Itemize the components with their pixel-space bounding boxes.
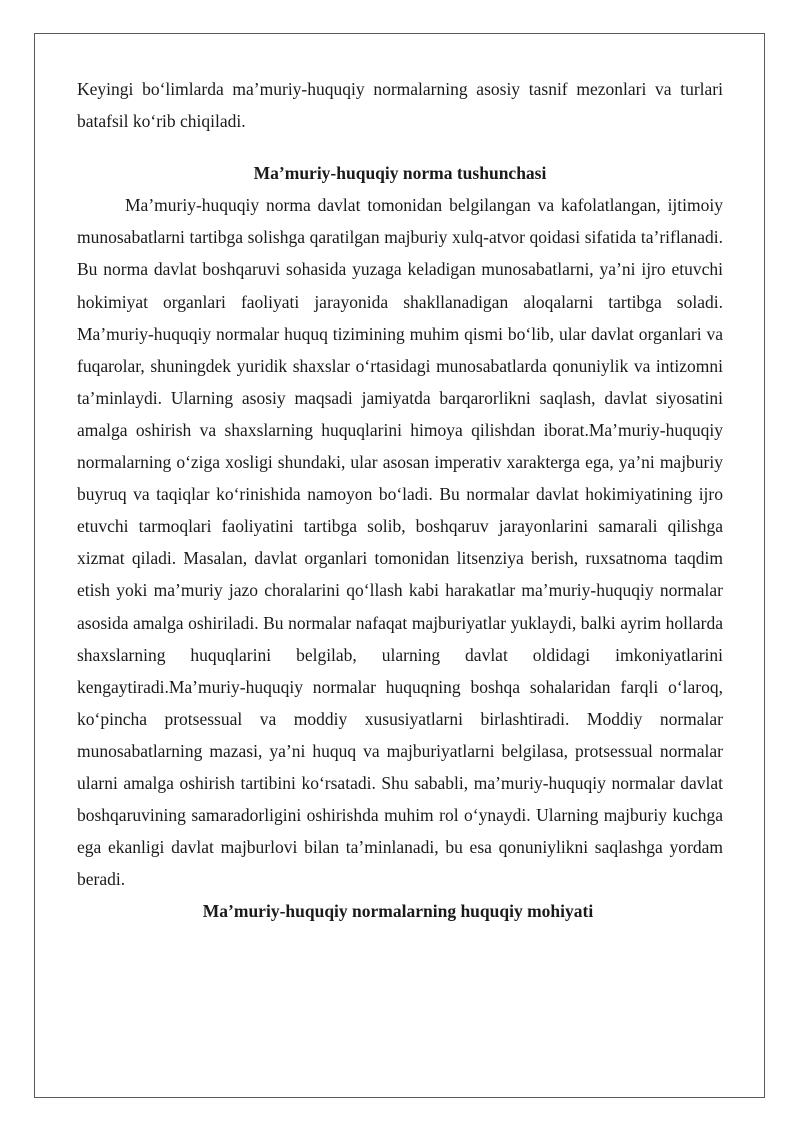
section-heading-concept: Ma’muriy-huquqiy norma tushunchasi — [253, 163, 547, 184]
section-heading-legal-essence: Ma’muriy-huquqiy normalarning huquqiy mohiyati — [202, 901, 594, 922]
intro-paragraph: Keyingi bo‘limlarda ma’muriy-huquqiy normalarning asosiy tasnif mezonlari va turlari batafsil ko‘rib chiqiladi. — [77, 79, 723, 132]
body-paragraph: Ma’muriy-huquqiy norma davlat tomonidan belgilangan va kafolatlangan, ijtimoiy munosabatlarni tartibga solishga qaratilgan majburiy xulq-atvor qoidasi sifatida ta’riflanadi. Bu norma davlat boshqaruvi sohasida yuzaga keladigan munosabatlarni, ya’ni ijro etuvchi hokimiyat organlari faoliyati jarayonida shakllanadigan aloqalarni tartibga soladi. Ma’muriy-huquqiy normalar huquq tizimining muhim qismi bo‘lib, ular davlat organlari va fuqarolar, shuningdek yuridik shaxslar o‘rtasidagi munosabatlarda qonuniylik va intizomni ta’minlaydi. Ularning asosiy maqsadi jamiyatda barqarorlikni saqlash, davlat siyosatini amalga oshirish va shaxslarning huquqlarini himoya qilishdan iborat.Ma’muriy-huquqiy normalarning o‘ziga xosligi shundaki, ular asosan imperativ xarakterga ega, ya’ni majburiy buyruq va taqiqlar ko‘rinishida namoyon bo‘ladi. Bu normalar davlat hokimiyatining ijro etuvchi tarmoqlari faoliyatini tartibga solib, boshqaruv jarayonlarini samarali qilishga xizmat qiladi. Masalan, davlat organlari tomonidan litsenziya berish, ruxsatnoma taqdim etish yoki ma’muriy jazo choralarini qo‘llash kabi harakatlar ma’muriy-huquqiy normalar asosida amalga oshiriladi. Bu normalar nafaqat majburiyatlar yuklaydi, balki ayrim hollarda shaxslarning huquqlarini belgilab, ularning davlat oldidagi imkoniyatlarini kengaytiradi.Ma’muriy-huquqiy normalar huquqning boshqa sohalaridan farqli o‘laroq, ko‘pincha protsessual va moddiy xususiyatlarni birlashtiradi. Moddiy normalar munosabatlarning mazasi, ya’ni huquq va majburiyatlarni belgilasa, protsessual normalar ularni amalga oshirish tartibini ko‘rsatadi. Shu sababli, ma’muriy-huquqiy normalar davlat boshqaruvining samaradorligini oshirishda muhim rol o‘ynaydi. Ularning majburiy kuchga ega ekanligi davlat majburlovi bilan ta’minlanadi, bu esa qonuniylikni saqlashga yordam beradi. — [77, 195, 723, 890]
document-body — [77, 73, 723, 927]
